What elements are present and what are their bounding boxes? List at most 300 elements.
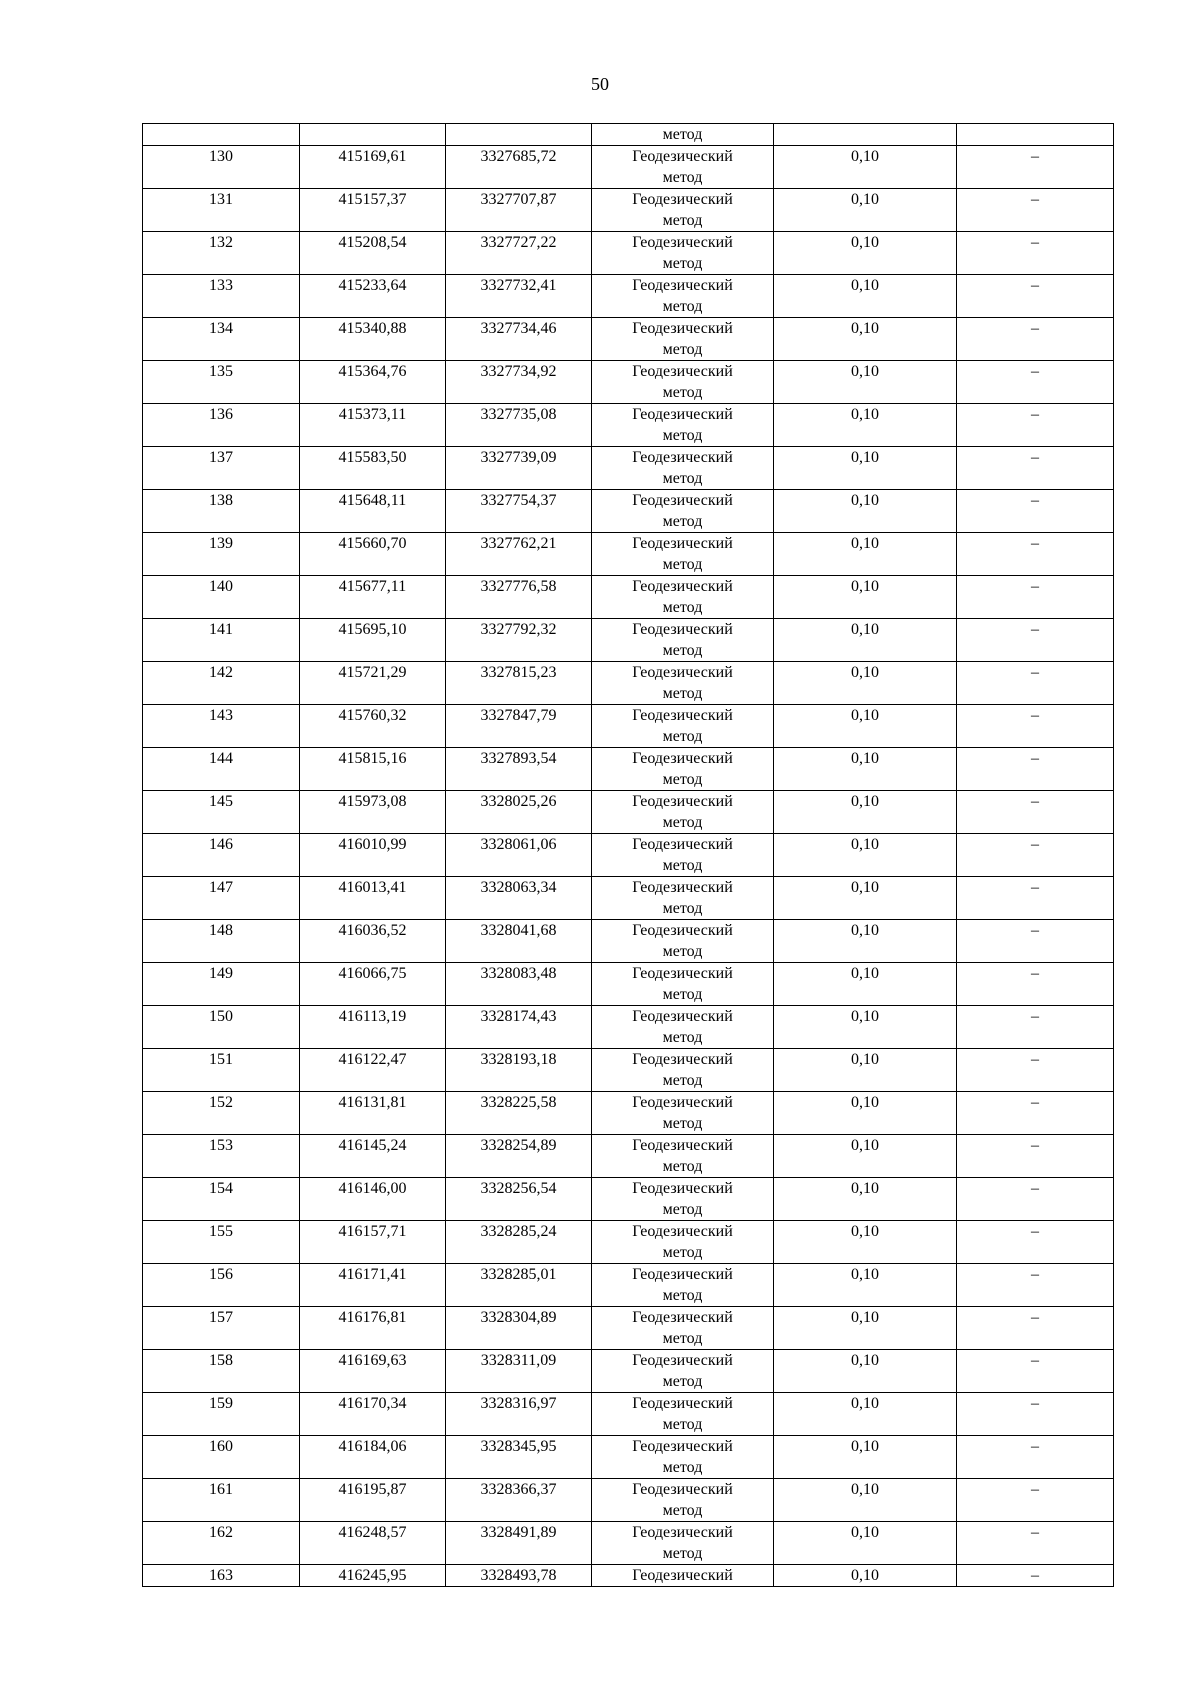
table-row xyxy=(143,361,1114,404)
method-line-2: метод xyxy=(662,556,703,573)
cell-y: 3328491,89 xyxy=(446,1522,592,1565)
cell-accuracy: 0,10 xyxy=(774,533,957,576)
method-line-1: Геодезический xyxy=(632,793,733,810)
cell-method xyxy=(592,877,774,920)
method-line-2: метод xyxy=(662,1502,703,1519)
cell-accuracy: 0,10 xyxy=(774,834,957,877)
method-line-1: Геодезический xyxy=(632,191,733,208)
cell-y: 3328345,95 xyxy=(446,1436,592,1479)
cell-accuracy: 0,10 xyxy=(774,232,957,275)
cell-method xyxy=(592,791,774,834)
cell-method xyxy=(592,1565,774,1587)
cell-description: – xyxy=(957,447,1114,490)
method-line-1: Геодезический xyxy=(632,148,733,165)
cell-method: метод xyxy=(592,124,774,146)
method-line-1: Геодезический xyxy=(632,1395,733,1412)
cell-accuracy: 0,10 xyxy=(774,189,957,232)
cell-method xyxy=(592,1006,774,1049)
cell-y: 3327734,92 xyxy=(446,361,592,404)
cell-description: – xyxy=(957,275,1114,318)
cell-x: 416145,24 xyxy=(300,1135,446,1178)
cell-accuracy: 0,10 xyxy=(774,1049,957,1092)
cell-method xyxy=(592,1350,774,1393)
cell-description: – xyxy=(957,189,1114,232)
method-line-1: Геодезический xyxy=(632,363,733,380)
table-row xyxy=(143,1049,1114,1092)
cell-description: – xyxy=(957,576,1114,619)
cell-point-number: 135 xyxy=(143,361,300,404)
cell-description: – xyxy=(957,232,1114,275)
method-line-1: Геодезический xyxy=(632,965,733,982)
method-line-1: Геодезический xyxy=(632,320,733,337)
cell-point-number: 152 xyxy=(143,1092,300,1135)
cell-method xyxy=(592,361,774,404)
table-row xyxy=(143,1264,1114,1307)
cell-point-number: 150 xyxy=(143,1006,300,1049)
table-row xyxy=(143,1135,1114,1178)
cell-accuracy: 0,10 xyxy=(774,146,957,189)
cell-accuracy: 0,10 xyxy=(774,1264,957,1307)
cell-x: 416010,99 xyxy=(300,834,446,877)
cell-description: – xyxy=(957,1393,1114,1436)
method-line-1: Геодезический xyxy=(632,1180,733,1197)
method-line-2: метод xyxy=(662,814,703,831)
cell-description: – xyxy=(957,1479,1114,1522)
cell-x: 416195,87 xyxy=(300,1479,446,1522)
method-line-1: Геодезический xyxy=(632,578,733,595)
method-line-2: метод xyxy=(662,169,703,186)
cell-description: – xyxy=(957,791,1114,834)
cell-accuracy: 0,10 xyxy=(774,705,957,748)
cell-point-number: 144 xyxy=(143,748,300,791)
method-line-2: метод xyxy=(662,1201,703,1218)
cell-accuracy: 0,10 xyxy=(774,662,957,705)
cell-point-number: 162 xyxy=(143,1522,300,1565)
method-line-1: Геодезический xyxy=(632,664,733,681)
cell-accuracy: 0,10 xyxy=(774,1221,957,1264)
method-line-2: метод xyxy=(662,685,703,702)
method-line-2: метод xyxy=(662,1158,703,1175)
table-row xyxy=(143,1393,1114,1436)
cell-accuracy: 0,10 xyxy=(774,791,957,834)
cell-x: 415660,70 xyxy=(300,533,446,576)
method-line-2: метод xyxy=(662,642,703,659)
method-line-2: метод xyxy=(662,1373,703,1390)
cell-method xyxy=(592,146,774,189)
method-line-1: Геодезический xyxy=(632,277,733,294)
cell-x: 415695,10 xyxy=(300,619,446,662)
method-line-2: метод xyxy=(662,1330,703,1347)
cell-description: – xyxy=(957,920,1114,963)
method-line-2: метод xyxy=(662,1545,703,1562)
cell-y: 3327727,22 xyxy=(446,232,592,275)
cell-y: 3328254,89 xyxy=(446,1135,592,1178)
method-line-1: Геодезический xyxy=(632,879,733,896)
cell-point-number: 136 xyxy=(143,404,300,447)
cell-accuracy: 0,10 xyxy=(774,318,957,361)
cell-y: 3328256,54 xyxy=(446,1178,592,1221)
cell-x: 416066,75 xyxy=(300,963,446,1006)
coordinates-table xyxy=(142,123,1114,1587)
cell-method xyxy=(592,232,774,275)
cell-description: – xyxy=(957,662,1114,705)
cell-accuracy: 0,10 xyxy=(774,1006,957,1049)
cell-accuracy: 0,10 xyxy=(774,1092,957,1135)
cell-x xyxy=(300,124,446,146)
cell-y: 3327739,09 xyxy=(446,447,592,490)
cell-accuracy: 0,10 xyxy=(774,1479,957,1522)
cell-point-number: 163 xyxy=(143,1565,300,1587)
table-row xyxy=(143,533,1114,576)
method-line-1: Геодезический xyxy=(632,1051,733,1068)
cell-method xyxy=(592,318,774,361)
cell-description: – xyxy=(957,490,1114,533)
cell-point-number: 156 xyxy=(143,1264,300,1307)
cell-y: 3327754,37 xyxy=(446,490,592,533)
cell-description: – xyxy=(957,533,1114,576)
cell-method xyxy=(592,1135,774,1178)
method-line-1: Геодезический xyxy=(632,234,733,251)
cell-y: 3327776,58 xyxy=(446,576,592,619)
cell-point-number: 142 xyxy=(143,662,300,705)
cell-x: 415677,11 xyxy=(300,576,446,619)
cell-point-number: 148 xyxy=(143,920,300,963)
method-line-2: метод xyxy=(662,986,703,1003)
cell-description: – xyxy=(957,1307,1114,1350)
method-line-2: метод xyxy=(662,470,703,487)
cell-point-number: 130 xyxy=(143,146,300,189)
cell-y: 3328493,78 xyxy=(446,1565,592,1587)
method-line-2: метод xyxy=(662,384,703,401)
table-row xyxy=(143,447,1114,490)
method-line-2: метод xyxy=(662,728,703,745)
cell-x: 416184,06 xyxy=(300,1436,446,1479)
cell-x: 415340,88 xyxy=(300,318,446,361)
cell-point-number: 145 xyxy=(143,791,300,834)
cell-accuracy: 0,10 xyxy=(774,1307,957,1350)
method-line-1: Геодезический xyxy=(632,1266,733,1283)
method-line-1: Геодезический xyxy=(632,1352,733,1369)
cell-x: 415583,50 xyxy=(300,447,446,490)
table-row xyxy=(143,619,1114,662)
table-row xyxy=(143,146,1114,189)
cell-x: 416248,57 xyxy=(300,1522,446,1565)
table-row xyxy=(143,1522,1114,1565)
method-line-2: метод xyxy=(662,1416,703,1433)
cell-accuracy: 0,10 xyxy=(774,275,957,318)
cell-description: – xyxy=(957,318,1114,361)
cell-y: 3327847,79 xyxy=(446,705,592,748)
cell-point-number: 139 xyxy=(143,533,300,576)
cell-y: 3327685,72 xyxy=(446,146,592,189)
cell-x: 415721,29 xyxy=(300,662,446,705)
method-line-2: метод xyxy=(662,857,703,874)
cell-point-number: 159 xyxy=(143,1393,300,1436)
cell-method xyxy=(592,748,774,791)
cell-x: 416169,63 xyxy=(300,1350,446,1393)
cell-x: 416245,95 xyxy=(300,1565,446,1587)
cell-description xyxy=(957,124,1114,146)
table-row xyxy=(143,275,1114,318)
cell-point-number: 161 xyxy=(143,1479,300,1522)
table-row xyxy=(143,1350,1114,1393)
cell-accuracy: 0,10 xyxy=(774,877,957,920)
cell-description: – xyxy=(957,1565,1114,1587)
method-line-1: Геодезический xyxy=(632,1567,733,1584)
cell-y: 3328061,06 xyxy=(446,834,592,877)
cell-method xyxy=(592,1307,774,1350)
cell-point-number: 157 xyxy=(143,1307,300,1350)
method-line-1: Геодезический xyxy=(632,449,733,466)
cell-method xyxy=(592,1092,774,1135)
method-line-2: метод xyxy=(662,1072,703,1089)
table-row xyxy=(143,1307,1114,1350)
cell-description: – xyxy=(957,705,1114,748)
cell-description: – xyxy=(957,1135,1114,1178)
cell-point-number: 138 xyxy=(143,490,300,533)
cell-method xyxy=(592,189,774,232)
cell-y: 3328285,24 xyxy=(446,1221,592,1264)
method-line-1: Геодезический xyxy=(632,750,733,767)
method-line-2: метод xyxy=(662,1287,703,1304)
cell-y: 3327707,87 xyxy=(446,189,592,232)
cell-description: – xyxy=(957,404,1114,447)
cell-point-number: 140 xyxy=(143,576,300,619)
method-line-1: Геодезический xyxy=(632,621,733,638)
method-line-2: метод xyxy=(662,1029,703,1046)
method-line-1: Геодезический xyxy=(632,1438,733,1455)
cell-method xyxy=(592,1264,774,1307)
cell-point-number: 154 xyxy=(143,1178,300,1221)
carry-over-row xyxy=(143,124,1114,146)
cell-x: 416122,47 xyxy=(300,1049,446,1092)
method-line-1: Геодезический xyxy=(632,1524,733,1541)
cell-x: 416171,41 xyxy=(300,1264,446,1307)
page-number: 50 xyxy=(591,74,609,94)
method-line-2: метод xyxy=(662,900,703,917)
cell-description: – xyxy=(957,834,1114,877)
cell-x: 415233,64 xyxy=(300,275,446,318)
cell-x: 416170,34 xyxy=(300,1393,446,1436)
table-row xyxy=(143,877,1114,920)
cell-y: 3327762,21 xyxy=(446,533,592,576)
cell-method xyxy=(592,275,774,318)
table-row xyxy=(143,791,1114,834)
cell-x: 415973,08 xyxy=(300,791,446,834)
cell-point-number: 147 xyxy=(143,877,300,920)
cell-description: – xyxy=(957,1264,1114,1307)
method-line-2: метод xyxy=(662,255,703,272)
method-line-1: Геодезический xyxy=(632,836,733,853)
cell-accuracy xyxy=(774,124,957,146)
cell-x: 415208,54 xyxy=(300,232,446,275)
cell-y: 3327815,23 xyxy=(446,662,592,705)
cell-y: 3328193,18 xyxy=(446,1049,592,1092)
cell-y: 3328025,26 xyxy=(446,791,592,834)
table-row xyxy=(143,404,1114,447)
cell-accuracy: 0,10 xyxy=(774,576,957,619)
cell-description: – xyxy=(957,361,1114,404)
cell-point-number: 131 xyxy=(143,189,300,232)
cell-description: – xyxy=(957,146,1114,189)
cell-description: – xyxy=(957,748,1114,791)
table-row xyxy=(143,1436,1114,1479)
method-line-1: Геодезический xyxy=(632,1309,733,1326)
cell-method xyxy=(592,662,774,705)
cell-x: 416013,41 xyxy=(300,877,446,920)
cell-description: – xyxy=(957,1006,1114,1049)
cell-description: – xyxy=(957,1221,1114,1264)
cell-accuracy: 0,10 xyxy=(774,963,957,1006)
cell-description: – xyxy=(957,1092,1114,1135)
table-row xyxy=(143,1178,1114,1221)
cell-point-number: 141 xyxy=(143,619,300,662)
method-line-2: метод xyxy=(662,1459,703,1476)
table-row xyxy=(143,920,1114,963)
cell-accuracy: 0,10 xyxy=(774,920,957,963)
cell-y: 3327893,54 xyxy=(446,748,592,791)
cell-x: 416113,19 xyxy=(300,1006,446,1049)
cell-method xyxy=(592,1221,774,1264)
cell-point-number: 137 xyxy=(143,447,300,490)
cell-y: 3327735,08 xyxy=(446,404,592,447)
cell-x: 416131,81 xyxy=(300,1092,446,1135)
cell-y: 3328366,37 xyxy=(446,1479,592,1522)
cell-y: 3328311,09 xyxy=(446,1350,592,1393)
cell-y: 3327734,46 xyxy=(446,318,592,361)
cell-x: 415373,11 xyxy=(300,404,446,447)
cell-accuracy: 0,10 xyxy=(774,361,957,404)
cell-method xyxy=(592,619,774,662)
method-line-2: метод xyxy=(662,1115,703,1132)
method-line-2: метод xyxy=(662,771,703,788)
cell-y: 3328316,97 xyxy=(446,1393,592,1436)
cell-method xyxy=(592,920,774,963)
cell-method xyxy=(592,834,774,877)
cell-x: 416157,71 xyxy=(300,1221,446,1264)
cell-point-number: 158 xyxy=(143,1350,300,1393)
cell-accuracy: 0,10 xyxy=(774,1350,957,1393)
method-line-1: Геодезический xyxy=(632,1481,733,1498)
cell-accuracy: 0,10 xyxy=(774,1565,957,1587)
table-body xyxy=(143,124,1114,1587)
cell-x: 415648,11 xyxy=(300,490,446,533)
method-line-2: метод xyxy=(662,427,703,444)
method-line-2: метод xyxy=(662,212,703,229)
method-line-2: метод xyxy=(662,513,703,530)
table-row xyxy=(143,1479,1114,1522)
method-line-2: метод xyxy=(662,599,703,616)
cell-description: – xyxy=(957,1178,1114,1221)
cell-accuracy: 0,10 xyxy=(774,1178,957,1221)
cell-accuracy: 0,10 xyxy=(774,447,957,490)
table-row xyxy=(143,1006,1114,1049)
cell-accuracy: 0,10 xyxy=(774,1135,957,1178)
cell-y: 3328083,48 xyxy=(446,963,592,1006)
cell-description: – xyxy=(957,963,1114,1006)
cell-point-number: 149 xyxy=(143,963,300,1006)
table-row xyxy=(143,1092,1114,1135)
cell-method xyxy=(592,1049,774,1092)
cell-method xyxy=(592,705,774,748)
method-line-2: метод xyxy=(662,298,703,315)
cell-point-number: 134 xyxy=(143,318,300,361)
cell-y: 3328174,43 xyxy=(446,1006,592,1049)
cell-point-number: 155 xyxy=(143,1221,300,1264)
table-row xyxy=(143,490,1114,533)
cell-x: 415169,61 xyxy=(300,146,446,189)
method-line-1: Геодезический xyxy=(632,1008,733,1025)
table-row xyxy=(143,748,1114,791)
cell-method xyxy=(592,404,774,447)
table-row xyxy=(143,662,1114,705)
cell-point-number: 160 xyxy=(143,1436,300,1479)
table-row xyxy=(143,189,1114,232)
cell-y xyxy=(446,124,592,146)
cell-y: 3328225,58 xyxy=(446,1092,592,1135)
cell-x: 415815,16 xyxy=(300,748,446,791)
cell-method xyxy=(592,490,774,533)
cell-y: 3328041,68 xyxy=(446,920,592,963)
cell-y: 3328304,89 xyxy=(446,1307,592,1350)
cell-point-number: 132 xyxy=(143,232,300,275)
cell-description: – xyxy=(957,877,1114,920)
method-line-1: Геодезический xyxy=(632,1137,733,1154)
cell-x: 416176,81 xyxy=(300,1307,446,1350)
cell-accuracy: 0,10 xyxy=(774,1393,957,1436)
method-line-1: Геодезический xyxy=(632,492,733,509)
cell-method xyxy=(592,963,774,1006)
cell-method xyxy=(592,1436,774,1479)
cell-method xyxy=(592,576,774,619)
cell-description: – xyxy=(957,1049,1114,1092)
cell-point-number: 153 xyxy=(143,1135,300,1178)
table-row xyxy=(143,1221,1114,1264)
cell-x: 415157,37 xyxy=(300,189,446,232)
cell-method xyxy=(592,1479,774,1522)
cell-point-number: 143 xyxy=(143,705,300,748)
cell-y: 3327732,41 xyxy=(446,275,592,318)
cell-method xyxy=(592,1178,774,1221)
method-line-1: Геодезический xyxy=(632,535,733,552)
table-row xyxy=(143,232,1114,275)
cell-description: – xyxy=(957,1350,1114,1393)
cell-description: – xyxy=(957,1522,1114,1565)
table-row xyxy=(143,834,1114,877)
cell-method xyxy=(592,1522,774,1565)
cell-x: 416146,00 xyxy=(300,1178,446,1221)
cell-accuracy: 0,10 xyxy=(774,490,957,533)
cell-description: – xyxy=(957,619,1114,662)
cell-method xyxy=(592,447,774,490)
method-line-1: Геодезический xyxy=(632,1223,733,1240)
method-line-2: метод xyxy=(662,1244,703,1261)
cell-x: 415760,32 xyxy=(300,705,446,748)
table-row xyxy=(143,1565,1114,1587)
cell-accuracy: 0,10 xyxy=(774,748,957,791)
method-line-1: Геодезический xyxy=(632,406,733,423)
cell-description: – xyxy=(957,1436,1114,1479)
table-row xyxy=(143,963,1114,1006)
cell-x: 415364,76 xyxy=(300,361,446,404)
cell-y: 3328063,34 xyxy=(446,877,592,920)
method-line-1: Геодезический xyxy=(632,1094,733,1111)
method-line-2: метод xyxy=(662,943,703,960)
table-row xyxy=(143,576,1114,619)
cell-method xyxy=(592,1393,774,1436)
cell-accuracy: 0,10 xyxy=(774,404,957,447)
cell-point-number: 133 xyxy=(143,275,300,318)
